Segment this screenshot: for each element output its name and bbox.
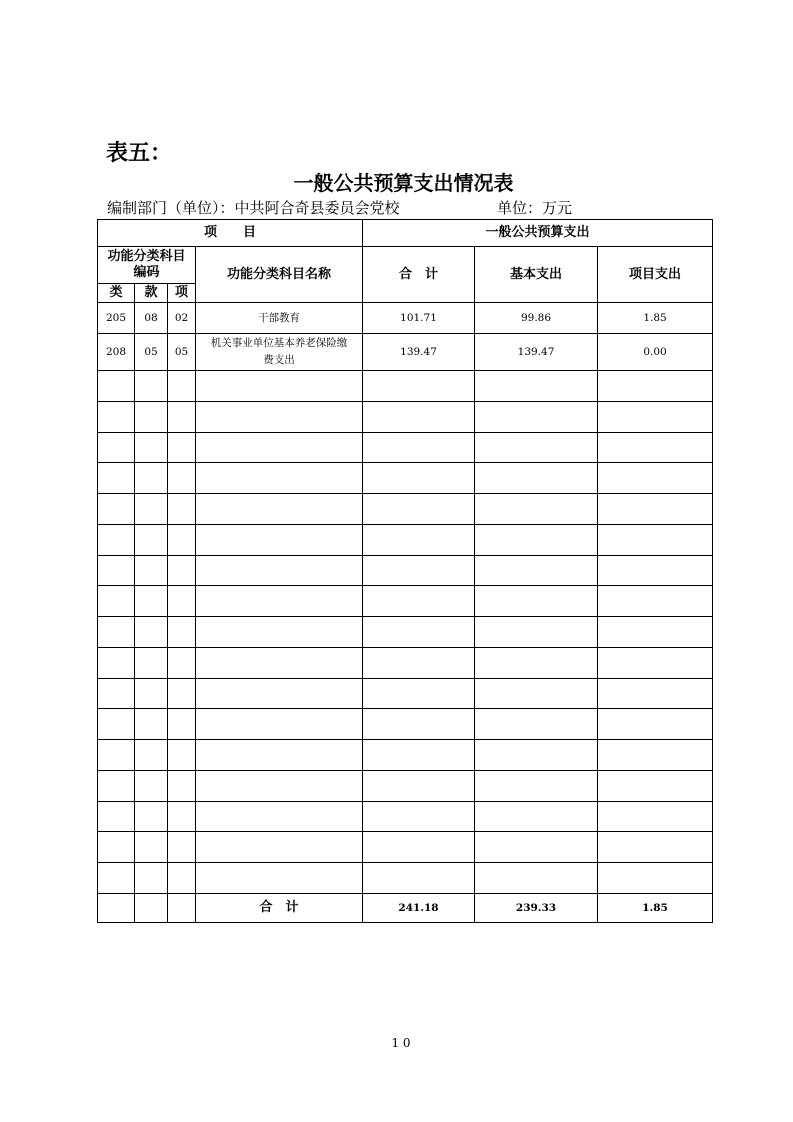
header-budget: 一般公共预算支出 [363, 220, 713, 247]
budget-expenditure-table [97, 219, 713, 923]
empty-cell [598, 494, 713, 525]
empty-cell [196, 832, 363, 863]
empty-cell [98, 617, 135, 648]
empty-cell [475, 832, 598, 863]
empty-cell [475, 709, 598, 740]
empty-cell [475, 494, 598, 525]
empty-cell [363, 371, 475, 402]
empty-cell [196, 647, 363, 678]
empty-cell [598, 401, 713, 432]
empty-cell [475, 617, 598, 648]
empty-cell [168, 401, 196, 432]
empty-row [98, 832, 713, 863]
empty-row [98, 432, 713, 463]
empty-cell [196, 740, 363, 771]
cell-name: 干部教育 [196, 303, 363, 334]
department-label: 编制部门（单位）：中共阿合奇县委员会党校 [107, 199, 400, 217]
empty-cell [196, 709, 363, 740]
empty-cell [196, 678, 363, 709]
empty-cell [168, 893, 196, 922]
empty-cell [168, 740, 196, 771]
empty-cell [598, 586, 713, 617]
cell-lei: 208 [98, 334, 135, 371]
empty-cell [598, 863, 713, 894]
empty-cell [135, 555, 168, 586]
header-total: 合 计 [363, 247, 475, 303]
empty-cell [475, 432, 598, 463]
empty-cell [98, 801, 135, 832]
empty-cell [168, 678, 196, 709]
empty-cell [363, 832, 475, 863]
empty-cell [363, 709, 475, 740]
empty-cell [168, 647, 196, 678]
empty-cell [135, 863, 168, 894]
empty-cell [135, 617, 168, 648]
total-label: 合 计 [196, 893, 363, 922]
empty-cell [196, 432, 363, 463]
empty-cell [475, 463, 598, 494]
table-row [98, 334, 713, 371]
total-sum: 241.18 [363, 893, 475, 922]
empty-cell [196, 863, 363, 894]
empty-cell [598, 709, 713, 740]
empty-cell [598, 555, 713, 586]
empty-cell [98, 463, 135, 494]
empty-cell [98, 401, 135, 432]
header-item: 项 目 [98, 220, 363, 247]
empty-cell [168, 371, 196, 402]
empty-cell [475, 801, 598, 832]
empty-cell [598, 740, 713, 771]
empty-cell [135, 586, 168, 617]
empty-cell [475, 371, 598, 402]
empty-cell [98, 893, 135, 922]
empty-cell [598, 801, 713, 832]
empty-cell [475, 401, 598, 432]
empty-cell [98, 494, 135, 525]
empty-cell [196, 401, 363, 432]
document-title: 一般公共预算支出情况表 [293, 171, 514, 195]
empty-row [98, 647, 713, 678]
empty-row [98, 709, 713, 740]
empty-cell [98, 586, 135, 617]
cell-basic: 99.86 [475, 303, 598, 334]
empty-cell [98, 863, 135, 894]
empty-cell [168, 494, 196, 525]
empty-row [98, 555, 713, 586]
empty-cell [168, 617, 196, 648]
empty-cell [196, 524, 363, 555]
cell-xiang: 02 [168, 303, 196, 334]
header-basic: 基本支出 [475, 247, 598, 303]
empty-cell [196, 555, 363, 586]
empty-row [98, 524, 713, 555]
empty-row [98, 863, 713, 894]
empty-cell [598, 678, 713, 709]
header-row [98, 247, 713, 284]
empty-cell [363, 647, 475, 678]
cell-basic: 139.47 [475, 334, 598, 371]
empty-cell [135, 832, 168, 863]
empty-cell [135, 770, 168, 801]
cell-total: 101.71 [363, 303, 475, 334]
empty-cell [168, 832, 196, 863]
empty-cell [363, 678, 475, 709]
empty-cell [363, 401, 475, 432]
empty-cell [196, 463, 363, 494]
empty-cell [196, 371, 363, 402]
empty-cell [598, 770, 713, 801]
header-code [98, 247, 196, 284]
empty-cell [363, 524, 475, 555]
cell-project: 1.85 [598, 303, 713, 334]
empty-cell [363, 586, 475, 617]
empty-cell [135, 801, 168, 832]
empty-cell [196, 617, 363, 648]
empty-row [98, 463, 713, 494]
empty-row [98, 586, 713, 617]
header-project: 项目支出 [598, 247, 713, 303]
empty-cell [98, 432, 135, 463]
header-code-text: 功能分类科目编码 [107, 249, 186, 280]
empty-cell [168, 586, 196, 617]
cell-lei: 205 [98, 303, 135, 334]
empty-cell [196, 770, 363, 801]
empty-cell [475, 647, 598, 678]
total-project: 1.85 [598, 893, 713, 922]
empty-cell [168, 801, 196, 832]
empty-cell [98, 709, 135, 740]
empty-row [98, 494, 713, 525]
unit-label: 单位：万元 [497, 199, 573, 217]
cell-kuan: 05 [135, 334, 168, 371]
empty-cell [168, 524, 196, 555]
empty-cell [475, 863, 598, 894]
empty-row [98, 740, 713, 771]
empty-cell [168, 863, 196, 894]
page-number: 1 0 [391, 1036, 411, 1050]
empty-cell [363, 555, 475, 586]
header-name: 功能分类科目名称 [196, 247, 363, 303]
empty-cell [98, 555, 135, 586]
empty-cell [135, 709, 168, 740]
empty-cell [475, 740, 598, 771]
empty-cell [598, 463, 713, 494]
empty-row [98, 371, 713, 402]
empty-cell [98, 524, 135, 555]
empty-row [98, 401, 713, 432]
cell-project: 0.00 [598, 334, 713, 371]
empty-cell [475, 770, 598, 801]
empty-cell [598, 647, 713, 678]
empty-cell [196, 586, 363, 617]
empty-cell [98, 678, 135, 709]
cell-name-text: 机关事业单位基本养老保险缴费支出 [210, 337, 348, 366]
cell-name [196, 334, 363, 371]
empty-cell [598, 432, 713, 463]
empty-cell [475, 555, 598, 586]
empty-cell [475, 524, 598, 555]
empty-cell [98, 371, 135, 402]
empty-cell [475, 678, 598, 709]
empty-row [98, 678, 713, 709]
empty-cell [363, 463, 475, 494]
empty-cell [168, 709, 196, 740]
empty-cell [168, 463, 196, 494]
empty-cell [363, 740, 475, 771]
empty-row [98, 801, 713, 832]
empty-cell [598, 524, 713, 555]
empty-cell [135, 740, 168, 771]
empty-cell [363, 617, 475, 648]
header-lei: 类 [98, 284, 135, 303]
total-row [98, 893, 713, 922]
cell-kuan: 08 [135, 303, 168, 334]
empty-cell [135, 401, 168, 432]
empty-cell [98, 770, 135, 801]
empty-cell [98, 647, 135, 678]
empty-cell [135, 524, 168, 555]
empty-cell [168, 555, 196, 586]
empty-cell [363, 863, 475, 894]
empty-cell [135, 678, 168, 709]
empty-cell [135, 371, 168, 402]
empty-cell [168, 432, 196, 463]
empty-cell [363, 801, 475, 832]
empty-row [98, 617, 713, 648]
total-basic: 239.33 [475, 893, 598, 922]
empty-cell [475, 586, 598, 617]
empty-cell [135, 893, 168, 922]
empty-cell [98, 740, 135, 771]
header-xiang: 项 [168, 284, 196, 303]
empty-cell [363, 494, 475, 525]
empty-cell [196, 494, 363, 525]
empty-cell [598, 832, 713, 863]
empty-cell [135, 432, 168, 463]
cell-total: 139.47 [363, 334, 475, 371]
empty-cell [135, 647, 168, 678]
empty-cell [135, 463, 168, 494]
header-kuan: 款 [135, 284, 168, 303]
empty-cell [135, 494, 168, 525]
empty-cell [363, 432, 475, 463]
table-row [98, 303, 713, 334]
empty-cell [598, 617, 713, 648]
empty-cell [363, 770, 475, 801]
empty-row [98, 770, 713, 801]
table-number: 表五： [106, 141, 173, 166]
cell-xiang: 05 [168, 334, 196, 371]
empty-cell [598, 371, 713, 402]
empty-cell [168, 770, 196, 801]
empty-cell [196, 801, 363, 832]
empty-cell [98, 832, 135, 863]
header-row [98, 220, 713, 247]
